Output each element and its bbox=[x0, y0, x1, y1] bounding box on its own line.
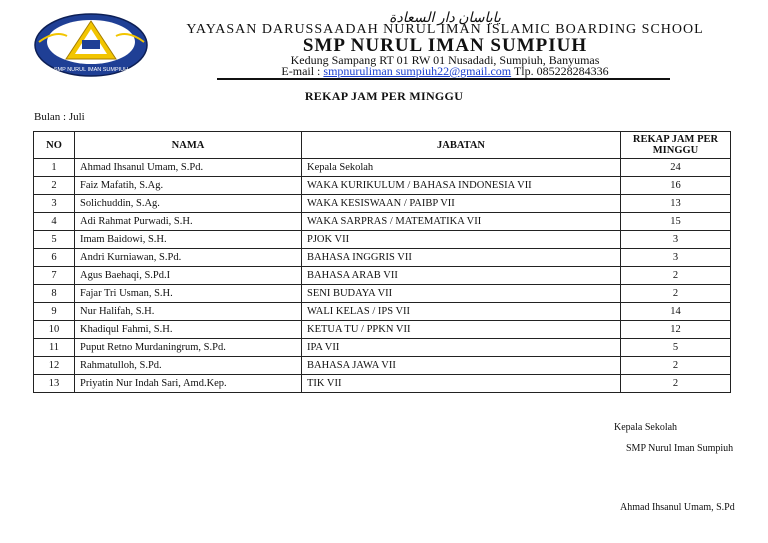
cell-nama: Khadiqul Fahmi, S.H. bbox=[75, 321, 302, 339]
header-jabatan: JABATAN bbox=[302, 132, 621, 159]
table-row bbox=[34, 303, 731, 321]
table-row bbox=[34, 357, 731, 375]
cell-rekap-jam: 14 bbox=[621, 303, 731, 321]
cell-jabatan: BAHASA JAWA VII bbox=[302, 357, 621, 375]
cell-nama: Andri Kurniawan, S.Pd. bbox=[75, 249, 302, 267]
table-row bbox=[34, 177, 731, 195]
letterhead-address: Kedung Sampang RT 01 RW 01 Nusadadi, Sumpiuh, Banyumas bbox=[290, 53, 600, 67]
cell-nama: Nur Halifah, S.H. bbox=[75, 303, 302, 321]
school-logo bbox=[33, 12, 150, 78]
cell-no: 2 bbox=[34, 177, 75, 195]
cell-no: 12 bbox=[34, 357, 75, 375]
cell-jabatan: WAKA KURIKULUM / BAHASA INDONESIA VII bbox=[302, 177, 621, 195]
cell-rekap-jam: 2 bbox=[621, 267, 731, 285]
cell-rekap-jam: 12 bbox=[621, 321, 731, 339]
table-row bbox=[34, 231, 731, 249]
table-row bbox=[34, 285, 731, 303]
table-row bbox=[34, 267, 731, 285]
rekap-table bbox=[33, 131, 731, 393]
cell-nama: Ahmad Ihsanul Umam, S.Pd. bbox=[75, 159, 302, 177]
cell-nama: Faiz Mafatih, S.Ag. bbox=[75, 177, 302, 195]
cell-no: 9 bbox=[34, 303, 75, 321]
table-body bbox=[34, 159, 731, 393]
cell-nama: Imam Baidowi, S.H. bbox=[75, 231, 302, 249]
cell-rekap-jam: 5 bbox=[621, 339, 731, 357]
cell-rekap-jam: 15 bbox=[621, 213, 731, 231]
cell-no: 3 bbox=[34, 195, 75, 213]
cell-jabatan: KETUA TU / PPKN VII bbox=[302, 321, 621, 339]
cell-no: 13 bbox=[34, 375, 75, 393]
cell-rekap-jam: 3 bbox=[621, 249, 731, 267]
cell-rekap-jam: 2 bbox=[621, 285, 731, 303]
table-row bbox=[34, 195, 731, 213]
period-label: Bulan : Juli bbox=[34, 111, 85, 123]
letterhead-rule bbox=[217, 78, 670, 80]
cell-jabatan: BAHASA ARAB VII bbox=[302, 267, 621, 285]
cell-jabatan: BAHASA INGGRIS VII bbox=[302, 249, 621, 267]
cell-jabatan: SENI BUDAYA VII bbox=[302, 285, 621, 303]
cell-jabatan: WAKA SARPRAS / MATEMATIKA VII bbox=[302, 213, 621, 231]
cell-nama: Agus Baehaqi, S.Pd.I bbox=[75, 267, 302, 285]
table-row bbox=[34, 339, 731, 357]
cell-jabatan: Kepala Sekolah bbox=[302, 159, 621, 177]
cell-no: 5 bbox=[34, 231, 75, 249]
email-link[interactable]: smpnuruliman sumpiuh22@gmail.com bbox=[323, 64, 512, 78]
signature-role: Kepala Sekolah bbox=[614, 422, 678, 433]
table-row bbox=[34, 375, 731, 393]
letterhead-school-name: SMP NURUL IMAN SUMPIUH bbox=[302, 35, 588, 56]
header-rekap-jam: REKAP JAM PER MINGGU bbox=[621, 132, 731, 159]
logo-caption: SMP NURUL IMAN SUMPIUH bbox=[53, 67, 129, 73]
signature-org: SMP Nurul Iman Sumpiuh bbox=[626, 443, 734, 454]
email-label: E-mail : bbox=[281, 64, 321, 78]
cell-nama: Rahmatulloh, S.Pd. bbox=[75, 357, 302, 375]
cell-rekap-jam: 2 bbox=[621, 375, 731, 393]
cell-rekap-jam: 16 bbox=[621, 177, 731, 195]
cell-nama: Solichuddin, S.Ag. bbox=[75, 195, 302, 213]
cell-no: 7 bbox=[34, 267, 75, 285]
phone: Tlp. 085228284336 bbox=[513, 64, 609, 78]
cell-no: 10 bbox=[34, 321, 75, 339]
table-header-row bbox=[34, 132, 731, 159]
cell-rekap-jam: 3 bbox=[621, 231, 731, 249]
cell-jabatan: WAKA KESISWAAN / PAIBP VII bbox=[302, 195, 621, 213]
cell-jabatan: WALI KELAS / IPS VII bbox=[302, 303, 621, 321]
document-title: REKAP JAM PER MINGGU bbox=[304, 89, 464, 103]
cell-no: 4 bbox=[34, 213, 75, 231]
cell-jabatan: PJOK VII bbox=[302, 231, 621, 249]
cell-no: 6 bbox=[34, 249, 75, 267]
cell-rekap-jam: 13 bbox=[621, 195, 731, 213]
cell-nama: Priyatin Nur Indah Sari, Amd.Kep. bbox=[75, 375, 302, 393]
signature-name: Ahmad Ihsanul Umam, S.Pd bbox=[620, 502, 735, 513]
letterhead-foundation: YAYASAN DARUSSAADAH NURUL IMAN ISLAMIC BOARDING SCHOOL bbox=[186, 22, 704, 37]
table-row bbox=[34, 249, 731, 267]
cell-jabatan: TIK VII bbox=[302, 375, 621, 393]
cell-nama: Adi Rahmat Purwadi, S.H. bbox=[75, 213, 302, 231]
letterhead-contact bbox=[150, 64, 740, 79]
header-no: NO bbox=[34, 132, 75, 159]
cell-no: 1 bbox=[34, 159, 75, 177]
cell-rekap-jam: 24 bbox=[621, 159, 731, 177]
cell-no: 11 bbox=[34, 339, 75, 357]
cell-nama: Puput Retno Murdaningrum, S.Pd. bbox=[75, 339, 302, 357]
table-row bbox=[34, 213, 731, 231]
header-nama: NAMA bbox=[75, 132, 302, 159]
table-row bbox=[34, 159, 731, 177]
cell-rekap-jam: 2 bbox=[621, 357, 731, 375]
table-row bbox=[34, 321, 731, 339]
letterhead-arabic: ﻳﺎﻳﺎﺳﺎﻥ ﺩﺍﺭ ﺍﻟﺴﻌﺎﺩﺓ bbox=[389, 11, 501, 26]
cell-nama: Fajar Tri Usman, S.H. bbox=[75, 285, 302, 303]
cell-jabatan: IPA VII bbox=[302, 339, 621, 357]
cell-no: 8 bbox=[34, 285, 75, 303]
